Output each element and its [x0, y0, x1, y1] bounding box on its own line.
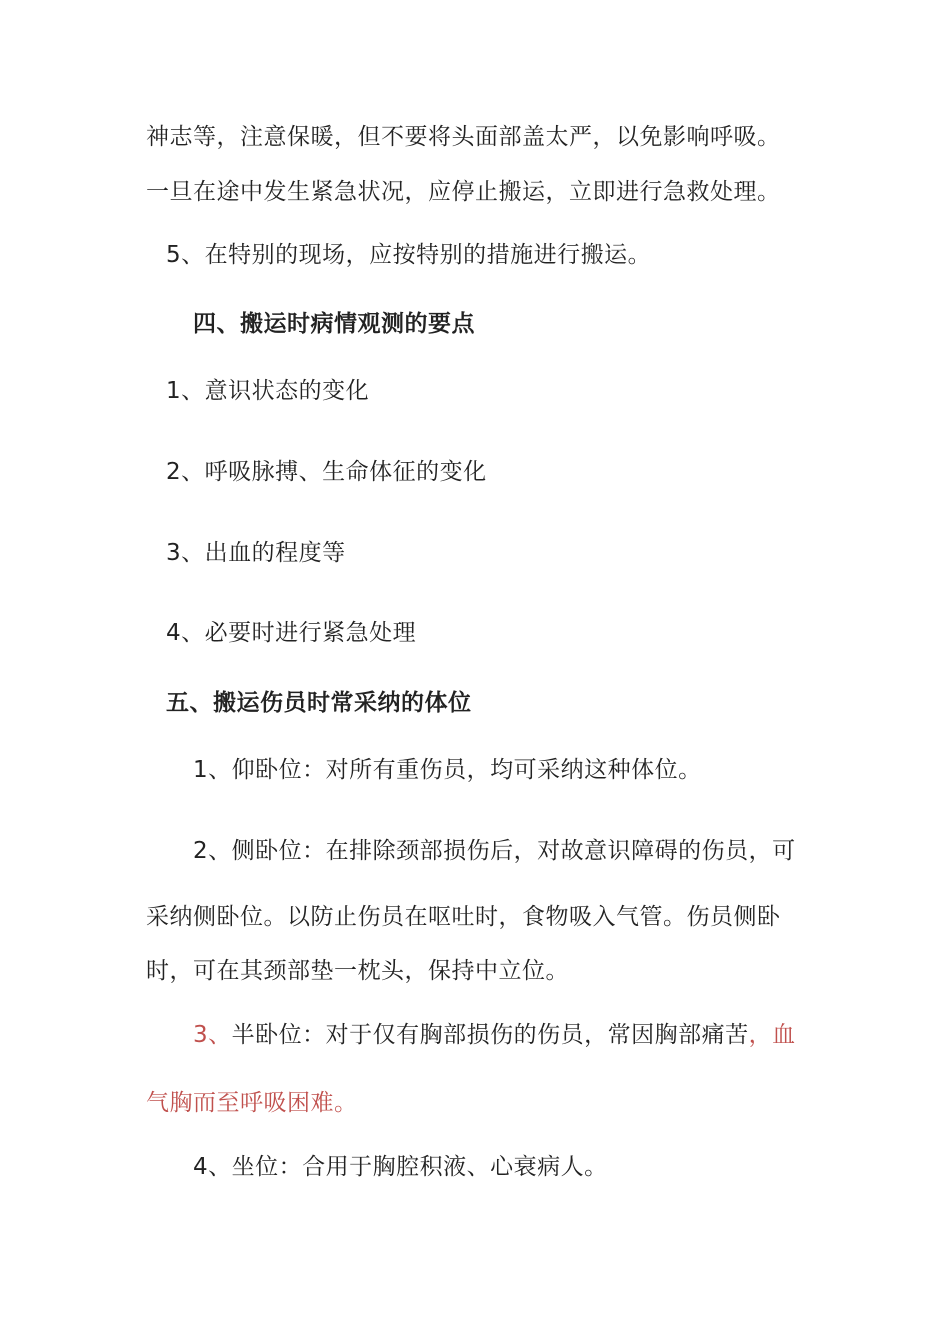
list-item: [193, 1020, 796, 1050]
highlighted-number: 3、: [193, 1022, 232, 1048]
list-item: 2、侧卧位：在排除颈部损伤后，对故意识障碍的伤员，可: [193, 838, 796, 864]
paragraph-line: 一旦在途中发生紧急状况，应停止搬运，立即进行急救处理。: [146, 179, 781, 205]
list-item: 5、在特别的现场，应按特别的措施进行搬运。: [166, 242, 652, 268]
list-item: 1、仰卧位：对所有重伤员，均可采纳这种体位。: [193, 757, 702, 783]
paragraph-line: 神志等，注意保暖，但不要将头面部盖太严，以免影响呼吸。: [146, 124, 781, 150]
section-heading: 五、搬运伤员时常采纳的体位: [166, 690, 472, 716]
highlighted-line: 气胸而至呼吸困难。: [146, 1090, 358, 1116]
list-item: 4、坐位：合用于胸腔积液、心衰病人。: [193, 1154, 608, 1180]
paragraph-line: 采纳侧卧位。以防止伤员在呕吐时，食物吸入气管。伤员侧卧: [146, 904, 781, 930]
highlighted-text: ，血: [748, 1022, 796, 1048]
list-item: 1、意识状态的变化: [166, 378, 370, 404]
list-item: 3、出血的程度等: [166, 540, 346, 566]
list-item: 4、必要时进行紧急处理: [166, 620, 417, 646]
paragraph-line: 时，可在其颈部垫一枕头，保持中立位。: [146, 958, 569, 984]
section-heading: 四、搬运时病情观测的要点: [193, 311, 475, 337]
item-text: 半卧位：对于仅有胸部损伤的伤员，常因胸部痛苦: [231, 1022, 749, 1048]
list-item: 2、呼吸脉搏、生命体征的变化: [166, 459, 487, 485]
